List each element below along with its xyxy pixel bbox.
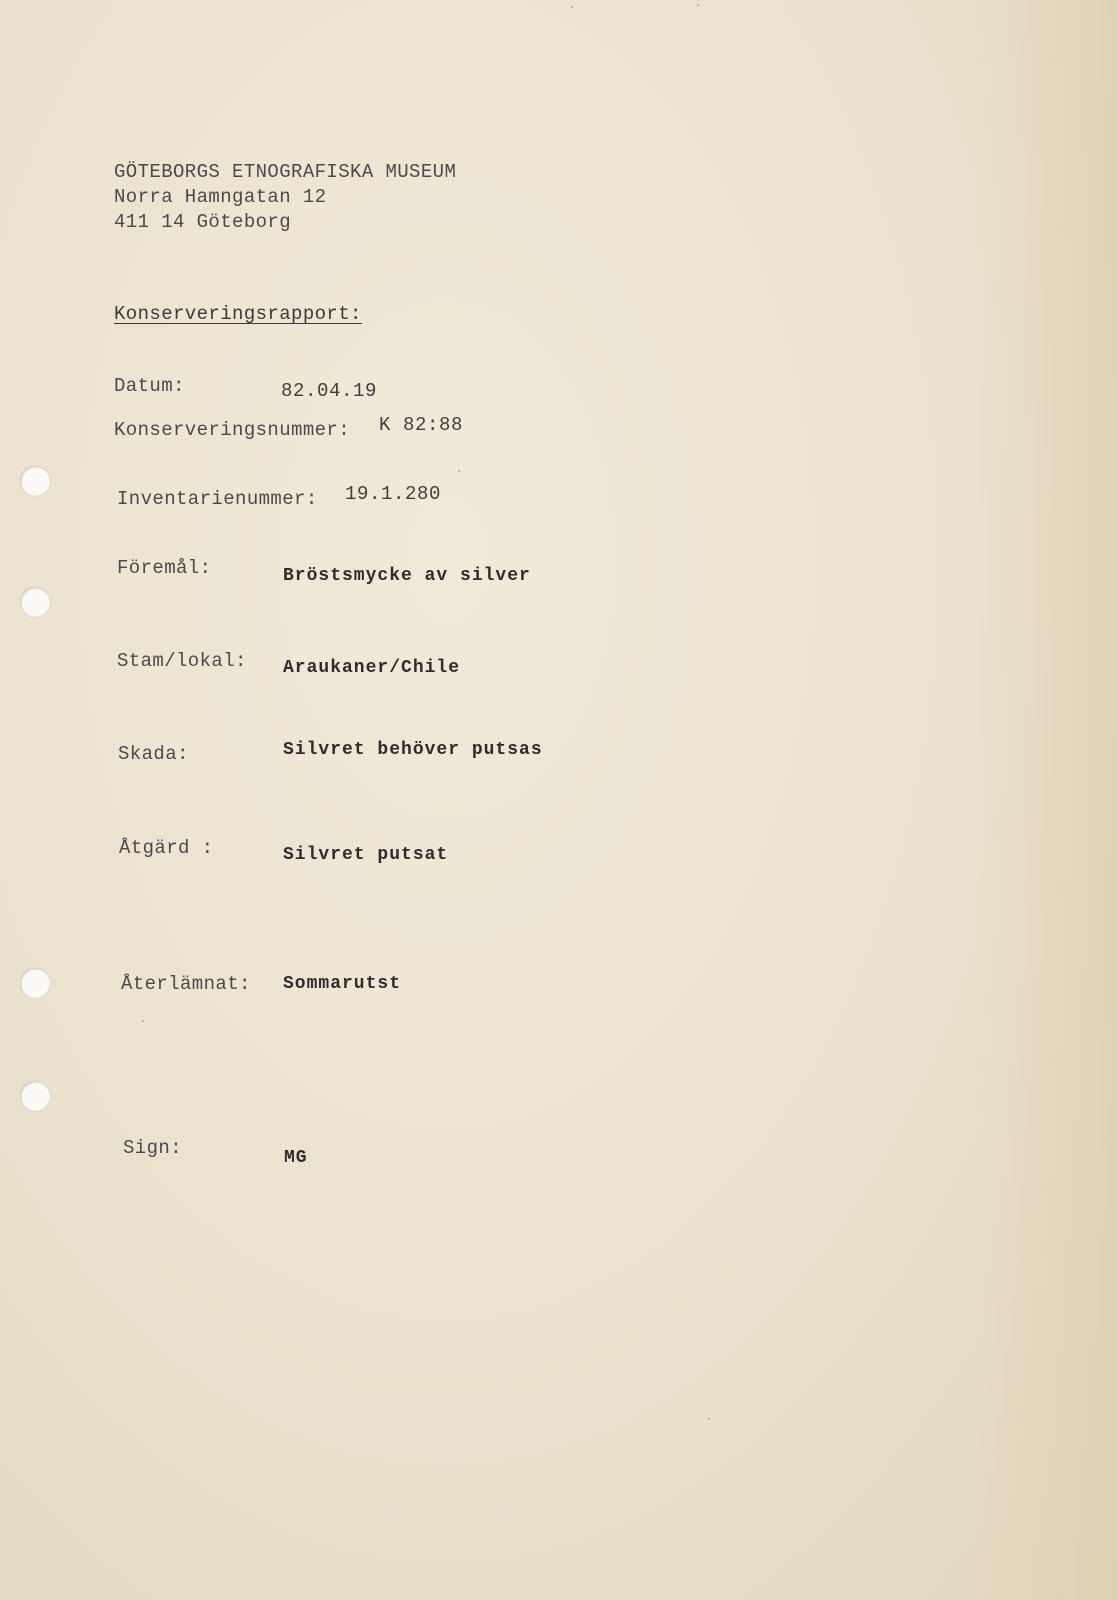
- skada-label: Skada:: [118, 743, 189, 765]
- paper-speck: [458, 470, 460, 472]
- report-title: Konserveringsrapport:: [114, 303, 362, 325]
- institution-street: Norra Hamngatan 12: [114, 186, 327, 208]
- skada-value: Silvret behöver putsas: [283, 740, 543, 760]
- stam-lokal-value: Araukaner/Chile: [283, 658, 461, 678]
- datum-label: Datum:: [114, 375, 185, 397]
- sign-label: Sign:: [123, 1137, 183, 1159]
- konserveringsnummer-label: Konserveringsnummer:: [114, 419, 351, 441]
- foremal-label: Föremål:: [117, 557, 212, 579]
- foremal-value: Bröstsmycke av silver: [283, 566, 531, 586]
- stam-lokal-label: Stam/lokal:: [117, 650, 247, 672]
- paper-speck: [697, 4, 699, 6]
- paper-edge-shade: [978, 0, 1118, 1600]
- punch-hole: [20, 587, 50, 617]
- punch-hole: [20, 968, 50, 998]
- punch-hole: [20, 466, 50, 496]
- atgard-label: Åtgärd :: [119, 837, 214, 859]
- inventarienummer-value: 19.1.280: [345, 483, 442, 505]
- institution-city: 411 14 Göteborg: [114, 211, 292, 233]
- inventarienummer-label: Inventarienummer:: [117, 488, 318, 510]
- datum-value: 82.04.19: [281, 380, 378, 402]
- paper-speck: [142, 1020, 144, 1022]
- punch-hole: [20, 1081, 50, 1111]
- atgard-value: Silvret putsat: [283, 845, 449, 865]
- konserveringsnummer-value: K 82:88: [379, 414, 464, 436]
- sign-value: MG: [284, 1148, 308, 1168]
- aterlamnat-label: Återlämnat:: [121, 973, 251, 995]
- institution-name: GÖTEBORGS ETNOGRAFISKA MUSEUM: [114, 161, 457, 183]
- paper-speck: [708, 1418, 710, 1420]
- paper-speck: [571, 6, 573, 8]
- aterlamnat-value: Sommarutst: [283, 974, 402, 994]
